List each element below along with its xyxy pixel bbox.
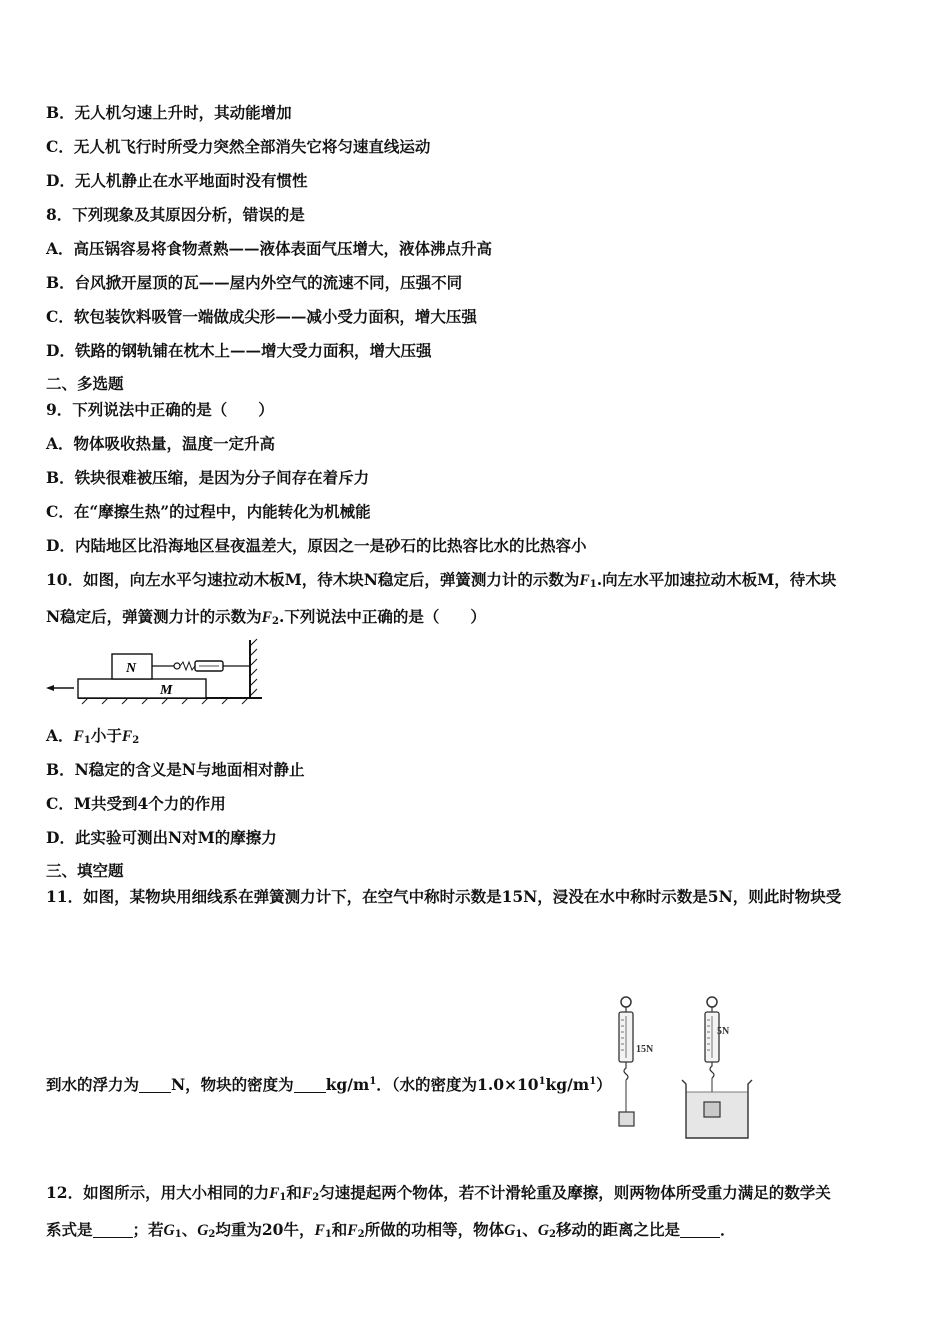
q12-text-c: 系式是 — [46, 1220, 93, 1239]
q11-text-e: kg/m — [545, 1075, 590, 1094]
section-multi-choice-heading: 二、多选题 — [46, 374, 124, 393]
weight-symbol: G — [197, 1222, 209, 1239]
q12-text-e: 均重为20牛， — [215, 1220, 315, 1239]
superscript: 1 — [589, 1076, 597, 1087]
q10-option-d: D．此实验可测出N对M的摩擦力 — [46, 828, 277, 847]
force-symbol: F — [301, 1185, 313, 1202]
q12-stem-line1 — [46, 1183, 831, 1208]
q10-text-a: 10．如图，向左水平匀速拉动木板M，待木块N稳定后，弹簧测力计的示数为 — [46, 570, 580, 589]
q10-text-b: .向左水平加速拉动木板M，待木块 — [596, 570, 837, 589]
q8-option-b: B．台风掀开屋顶的瓦——屋内外空气的流速不同，压强不同 — [46, 273, 463, 292]
q10-option-a — [46, 726, 139, 751]
q8-option-c: C．软包装饮料吸管一端做成尖形——减小受力面积，增大压强 — [46, 307, 477, 326]
q9-option-a: A．物体吸收热量，温度一定升高 — [46, 434, 276, 453]
spring-scale-in-air — [619, 997, 654, 1126]
subscript: 1 — [83, 735, 91, 746]
weight-symbol: G — [537, 1222, 550, 1239]
q10-option-c: C．M共受到4个力的作用 — [46, 794, 226, 813]
q12-text-g: 移动的距离之比是 — [555, 1220, 680, 1239]
force-symbol: F — [347, 1222, 358, 1239]
q9-stem: 9．下列说法中正确的是（ ） — [46, 400, 274, 419]
conjunction: 和 — [286, 1183, 302, 1202]
q11-text-c: kg/m — [325, 1075, 370, 1094]
weight-symbol: G — [163, 1222, 175, 1239]
spring-scale-in-water — [682, 997, 752, 1138]
superscript: 1 — [538, 1076, 546, 1087]
conjunction: 和 — [331, 1220, 348, 1239]
q9-option-b: B．铁块很难被压缩，是因为分子间存在着斥力 — [46, 468, 370, 487]
q12-end: ． — [720, 1220, 736, 1239]
force-symbol: F — [121, 728, 133, 745]
q10-text-d: .下列说法中正确的是（ ） — [278, 607, 486, 626]
subscript: 1 — [279, 1192, 287, 1203]
answer-blank[interactable] — [93, 1222, 133, 1238]
q10-opt-a-mid: 小于 — [90, 726, 122, 745]
q11-stem-line2 — [46, 1072, 612, 1095]
superscript: 1 — [369, 1076, 377, 1087]
block-in-water — [704, 1102, 720, 1117]
punctuation: 、 — [181, 1220, 198, 1239]
subscript: 1 — [324, 1229, 332, 1240]
q12-text-b: 匀速提起两个物体，若不计滑轮重及摩擦，则两物体所受重力满足的数学关 — [319, 1183, 831, 1202]
subscript: 2 — [132, 735, 140, 746]
q10-stem-line1 — [46, 570, 836, 595]
q11-text-d: ．（水的密度为1.0×10 — [376, 1075, 539, 1094]
q10-stem-line2 — [46, 607, 486, 632]
reading-15n: 15N — [636, 1044, 654, 1055]
answer-blank[interactable] — [294, 1077, 326, 1093]
force-symbol: F — [261, 609, 273, 626]
punctuation: 、 — [522, 1220, 538, 1239]
answer-blank[interactable] — [139, 1077, 171, 1093]
subscript: 2 — [312, 1192, 320, 1203]
q11-text-a: 到水的浮力为 — [46, 1075, 140, 1094]
subscript: 1 — [174, 1229, 182, 1240]
subscript: 2 — [549, 1229, 556, 1240]
q11-text-f: ） — [596, 1075, 612, 1094]
q10-option-b: B．N稳定的含义是N与地面相对静止 — [46, 760, 305, 779]
subscript: 2 — [272, 616, 279, 627]
force-symbol: F — [579, 572, 590, 589]
reading-5n: 5N — [717, 1026, 730, 1037]
q10-text-c: N稳定后，弹簧测力计的示数为 — [46, 607, 262, 626]
q9-option-c: C．在“摩擦生热”的过程中，内能转化为机械能 — [46, 502, 371, 521]
q9-option-d: D．内陆地区比沿海地区昼夜温差大，原因之一是砂石的比热容比水的比热容小 — [46, 536, 587, 555]
q7-option-d: D．无人机静止在水平地面时没有惯性 — [46, 171, 308, 190]
block-n-label: N — [126, 661, 137, 676]
weight-symbol: G — [504, 1222, 516, 1239]
q8-option-d: D．铁路的钢轨铺在枕木上——增大受力面积，增大压强 — [46, 341, 432, 360]
q12-text-f: 所做的功相等，物体 — [364, 1220, 505, 1239]
q8-stem: 8．下列现象及其原因分析，错误的是 — [46, 205, 305, 224]
board-m — [78, 679, 206, 698]
force-symbol: F — [314, 1222, 325, 1239]
q11-stem: 11．如图，某物块用细线系在弹簧测力计下，在空气中称时示数是15N，浸没在水中称时示数是5N，则此时物块受 — [46, 887, 842, 906]
q7-option-c: C．无人机飞行时所受力突然全部消失它将匀速直线运动 — [46, 137, 431, 156]
subscript: 1 — [515, 1229, 523, 1240]
q7-option-b: B．无人机匀速上升时，其动能增加 — [46, 103, 292, 122]
subscript: 1 — [589, 579, 597, 590]
q12-text-a: 12．如图所示，用大小相同的力 — [46, 1183, 270, 1202]
q10-figure — [42, 636, 272, 706]
board-m-label: M — [160, 683, 173, 698]
q10-opt-a-prefix: A． — [46, 726, 74, 745]
q12-text-d: ；若 — [132, 1220, 164, 1239]
subscript: 2 — [208, 1229, 216, 1240]
force-symbol: F — [269, 1185, 280, 1202]
q8-option-a: A．高压锅容易将食物煮熟——液体表面气压增大，液体沸点升高 — [46, 239, 493, 258]
section-fill-blank-heading: 三、填空题 — [46, 861, 124, 880]
block-in-air — [619, 1112, 634, 1126]
q11-text-b: N，物块的密度为 — [171, 1075, 294, 1094]
q12-stem-line2 — [46, 1220, 736, 1245]
q11-figure — [604, 994, 774, 1144]
answer-blank[interactable] — [680, 1222, 720, 1238]
subscript: 2 — [357, 1229, 365, 1240]
force-symbol: F — [73, 728, 84, 745]
